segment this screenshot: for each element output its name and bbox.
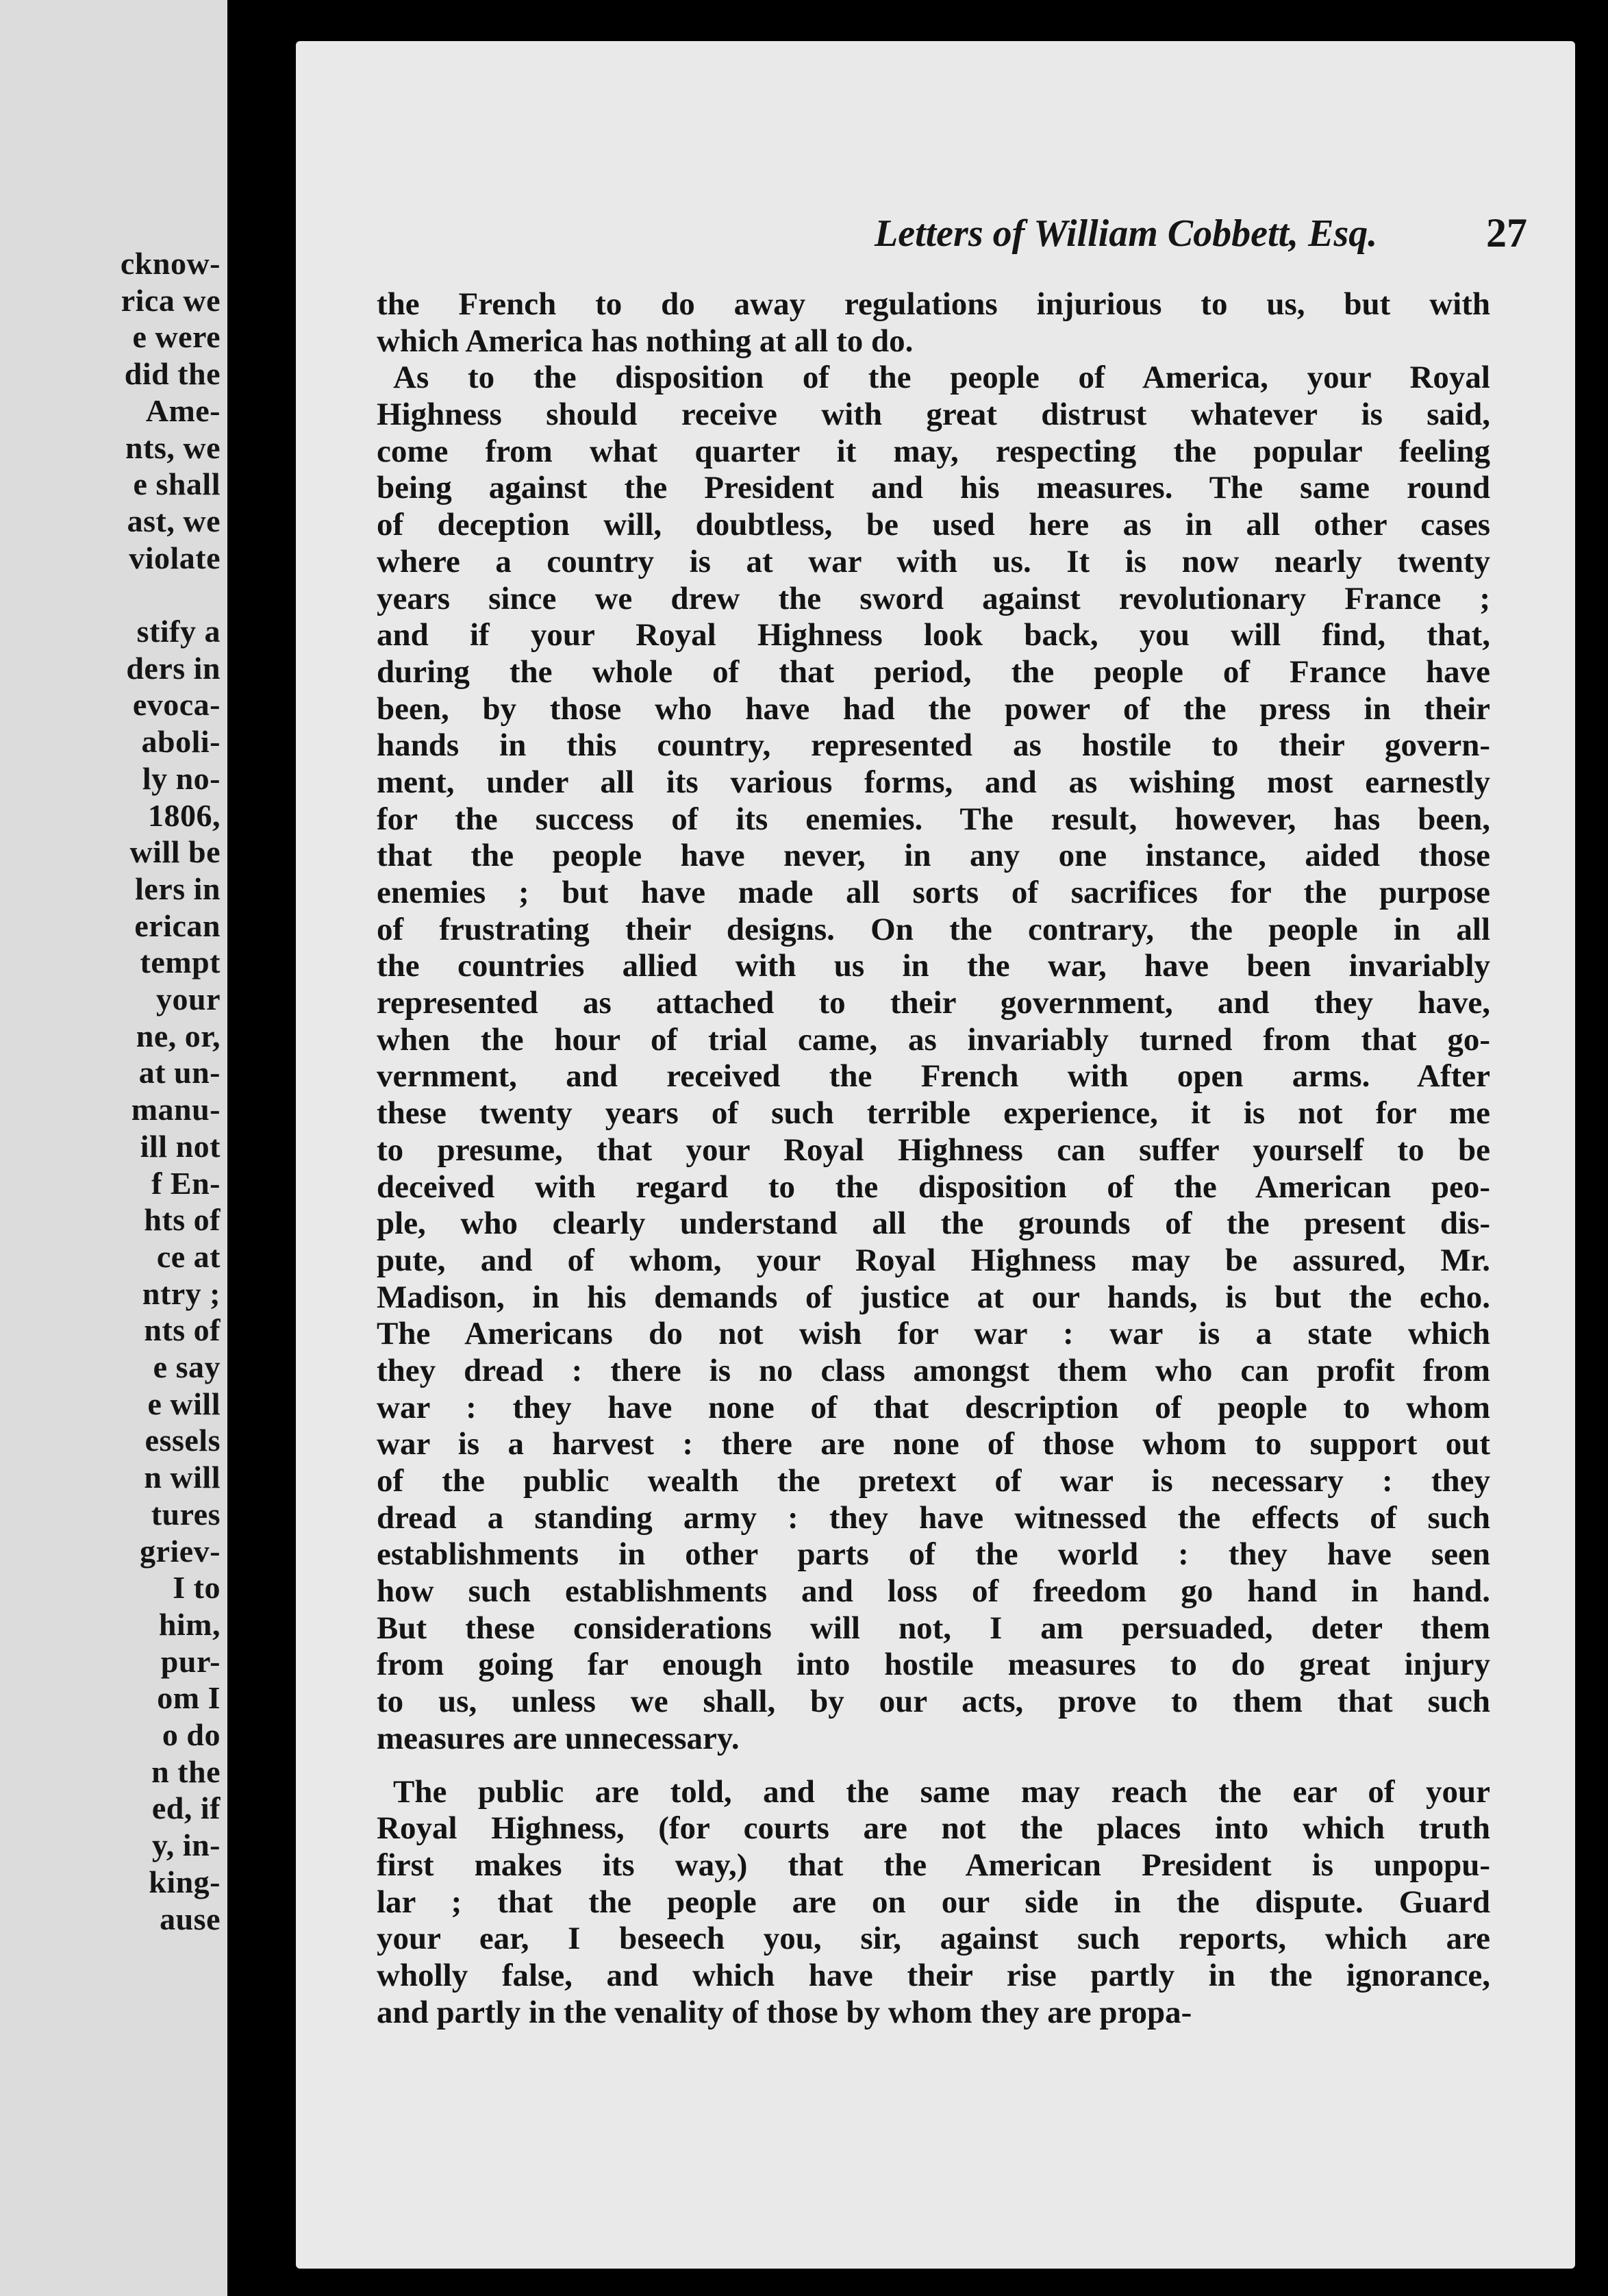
text-line: to presume, that your Royal Highness can suffer yourself to be <box>377 1132 1490 1168</box>
facing-page-line: e say <box>153 1349 221 1384</box>
text-line: The Americans do not wish for war : war is a state which <box>377 1316 1490 1352</box>
text-line: of frustrating their designs. On the contrary, the people in all <box>377 911 1490 947</box>
text-line: measures are unnecessary. <box>377 1720 740 1756</box>
text-line: deceived with regard to the disposition of the American peo- <box>377 1169 1490 1205</box>
book-page <box>296 41 1575 2269</box>
facing-page-line: ly no- <box>142 760 221 796</box>
text-line: of the public wealth the pretext of war is necessary : they <box>377 1463 1490 1499</box>
facing-page-line: hts of <box>144 1202 221 1238</box>
facing-page-line: tempt <box>140 945 221 980</box>
text-line: which America has nothing at all to do. <box>377 323 914 359</box>
text-line: during the whole of that period, the people of France have <box>377 653 1490 690</box>
facing-page-line: ders in <box>126 650 221 686</box>
text-line: enemies ; but have made all sorts of sacrifices for the purpose <box>377 875 1490 910</box>
text-line: come from what quarter it may, respecting the popular feeling <box>377 433 1490 469</box>
text-line: hands in this country, represented as hostile to their govern- <box>377 727 1490 764</box>
running-title: Letters of William Cobbett, Esq. <box>875 212 1378 255</box>
facing-page-line: lers in <box>135 871 221 906</box>
text-line: for the success of its enemies. The result, however, has been, <box>377 801 1490 837</box>
text-line: wholly false, and which have their rise partly in the ignorance, <box>377 1957 1490 1993</box>
page-number: 27 <box>1486 210 1527 255</box>
facing-page-fragment <box>0 0 227 2296</box>
text-line: being against the President and his measures. The same round <box>377 470 1490 506</box>
facing-page-line: n will <box>144 1460 221 1495</box>
facing-page-line: ne, or, <box>136 1018 221 1053</box>
facing-page-line: ast, we <box>127 503 221 538</box>
facing-page-line: essels <box>145 1423 221 1458</box>
text-line: of deception will, doubtless, be used here as in all other cases <box>377 507 1490 543</box>
text-line: they dread : there is no class amongst them who can profit from <box>377 1352 1490 1388</box>
facing-page-line: manu- <box>131 1092 221 1127</box>
text-line: from going far enough into hostile measures to do great injury <box>377 1647 1490 1683</box>
facing-page-line: tures <box>151 1496 221 1532</box>
text-line: But these considerations will not, I am persuaded, deter them <box>377 1610 1490 1646</box>
text-line: pute, and of whom, your Royal Highness may be assured, Mr. <box>377 1242 1490 1278</box>
text-line: how such establishments and loss of freedom go hand in hand. <box>377 1573 1490 1610</box>
facing-page-line: e will <box>147 1386 221 1421</box>
facing-page-line: ed, if <box>151 1790 221 1826</box>
text-line: lar ; that the people are on our side in the dispute. Guard <box>377 1884 1490 1920</box>
body-text <box>377 286 1490 2031</box>
text-line: war is a harvest : there are none of those whom to support out <box>377 1426 1490 1462</box>
text-line: been, by those who have had the power of the press in their <box>377 690 1490 727</box>
facing-page-line: stify a <box>136 614 221 649</box>
facing-page-line: king- <box>149 1864 221 1899</box>
text-line: where a country is at war with us. It is now nearly twenty <box>377 543 1490 579</box>
facing-page-line: e were <box>132 319 221 355</box>
facing-page-line: cknow- <box>120 246 221 281</box>
facing-page-line: evoca- <box>132 687 221 723</box>
paragraph-3 <box>377 1774 1490 2032</box>
facing-page-line: did the <box>124 356 221 392</box>
facing-page-line: erican <box>134 908 221 943</box>
facing-page-line: nts of <box>144 1312 221 1348</box>
facing-page-line: at un- <box>138 1055 221 1090</box>
text-line: ple, who clearly understand all the grounds of the present dis- <box>377 1206 1490 1242</box>
facing-page-line: e shall <box>133 466 221 502</box>
facing-page-line: rica we <box>121 282 221 318</box>
text-line: dread a standing army : they have witnessed the effects of such <box>377 1499 1490 1536</box>
facing-page-line: aboli- <box>141 724 221 760</box>
facing-page-line: pur- <box>160 1643 221 1679</box>
facing-page-line: om I <box>157 1680 221 1716</box>
facing-page-line: him, <box>158 1606 221 1642</box>
text-line: ment, under all its various forms, and as wishing most earnestly <box>377 764 1490 800</box>
facing-page-line: y, in- <box>151 1827 221 1863</box>
text-line: these twenty years of such terrible experience, it is not for me <box>377 1095 1490 1132</box>
paragraph-1 <box>377 286 1490 360</box>
text-line: As to the disposition of the people of America, your Royal <box>393 360 1490 396</box>
text-line: and partly in the venality of those by whom they are propa- <box>377 1994 1192 2030</box>
text-line: when the hour of trial came, as invariably turned from that go- <box>377 1021 1490 1058</box>
facing-page-line: o do <box>162 1717 221 1752</box>
facing-page-line: ause <box>160 1901 221 1936</box>
facing-page-line: nts, we <box>125 429 221 465</box>
facing-page-line: will be <box>129 834 221 870</box>
facing-page-line: I to <box>173 1570 221 1606</box>
facing-page-line: your <box>156 982 221 1016</box>
facing-page-line: n the <box>151 1754 221 1789</box>
text-line: your ear, I beseech you, sir, against such reports, which are <box>377 1921 1490 1957</box>
text-line: Madison, in his demands of justice at our hands, is but the echo. <box>377 1279 1490 1315</box>
text-line: the countries allied with us in the war, have been invariably <box>377 948 1490 984</box>
text-line: years since we drew the sword against revolutionary France ; <box>377 580 1490 616</box>
text-line: that the people have never, in any one instance, aided those <box>377 838 1490 874</box>
facing-page-line: f En- <box>151 1165 221 1201</box>
facing-page-line: 1806, <box>148 797 221 833</box>
text-line: war : they have none of that description of people to whom <box>377 1389 1490 1425</box>
facing-page-line: Ame- <box>145 392 221 428</box>
text-line: The public are told, and the same may reach the ear of your <box>393 1773 1490 1810</box>
paragraph-2 <box>377 360 1490 1757</box>
facing-page-line: violate <box>129 540 221 575</box>
text-line: vernment, and received the French with open arms. After <box>377 1058 1490 1095</box>
text-line: to us, unless we shall, by our acts, prove to them that such <box>377 1684 1490 1720</box>
text-line: represented as attached to their government, and they have, <box>377 985 1490 1021</box>
text-line: the French to do away regulations injurious to us, but with <box>377 286 1490 322</box>
text-line: Highness should receive with great distrust whatever is said, <box>377 397 1490 433</box>
facing-page-line: ntry ; <box>142 1275 221 1311</box>
text-line: Royal Highness, (for courts are not the places into which truth <box>377 1810 1490 1847</box>
text-line: establishments in other parts of the world : they have seen <box>377 1536 1490 1573</box>
text-line: first makes its way,) that the American President is unpopu- <box>377 1847 1490 1883</box>
facing-page-line: griev- <box>140 1533 221 1569</box>
text-line: and if your Royal Highness look back, you will find, that, <box>377 617 1490 653</box>
facing-page-line: ill not <box>140 1128 221 1164</box>
facing-page-line: ce at <box>156 1238 221 1274</box>
